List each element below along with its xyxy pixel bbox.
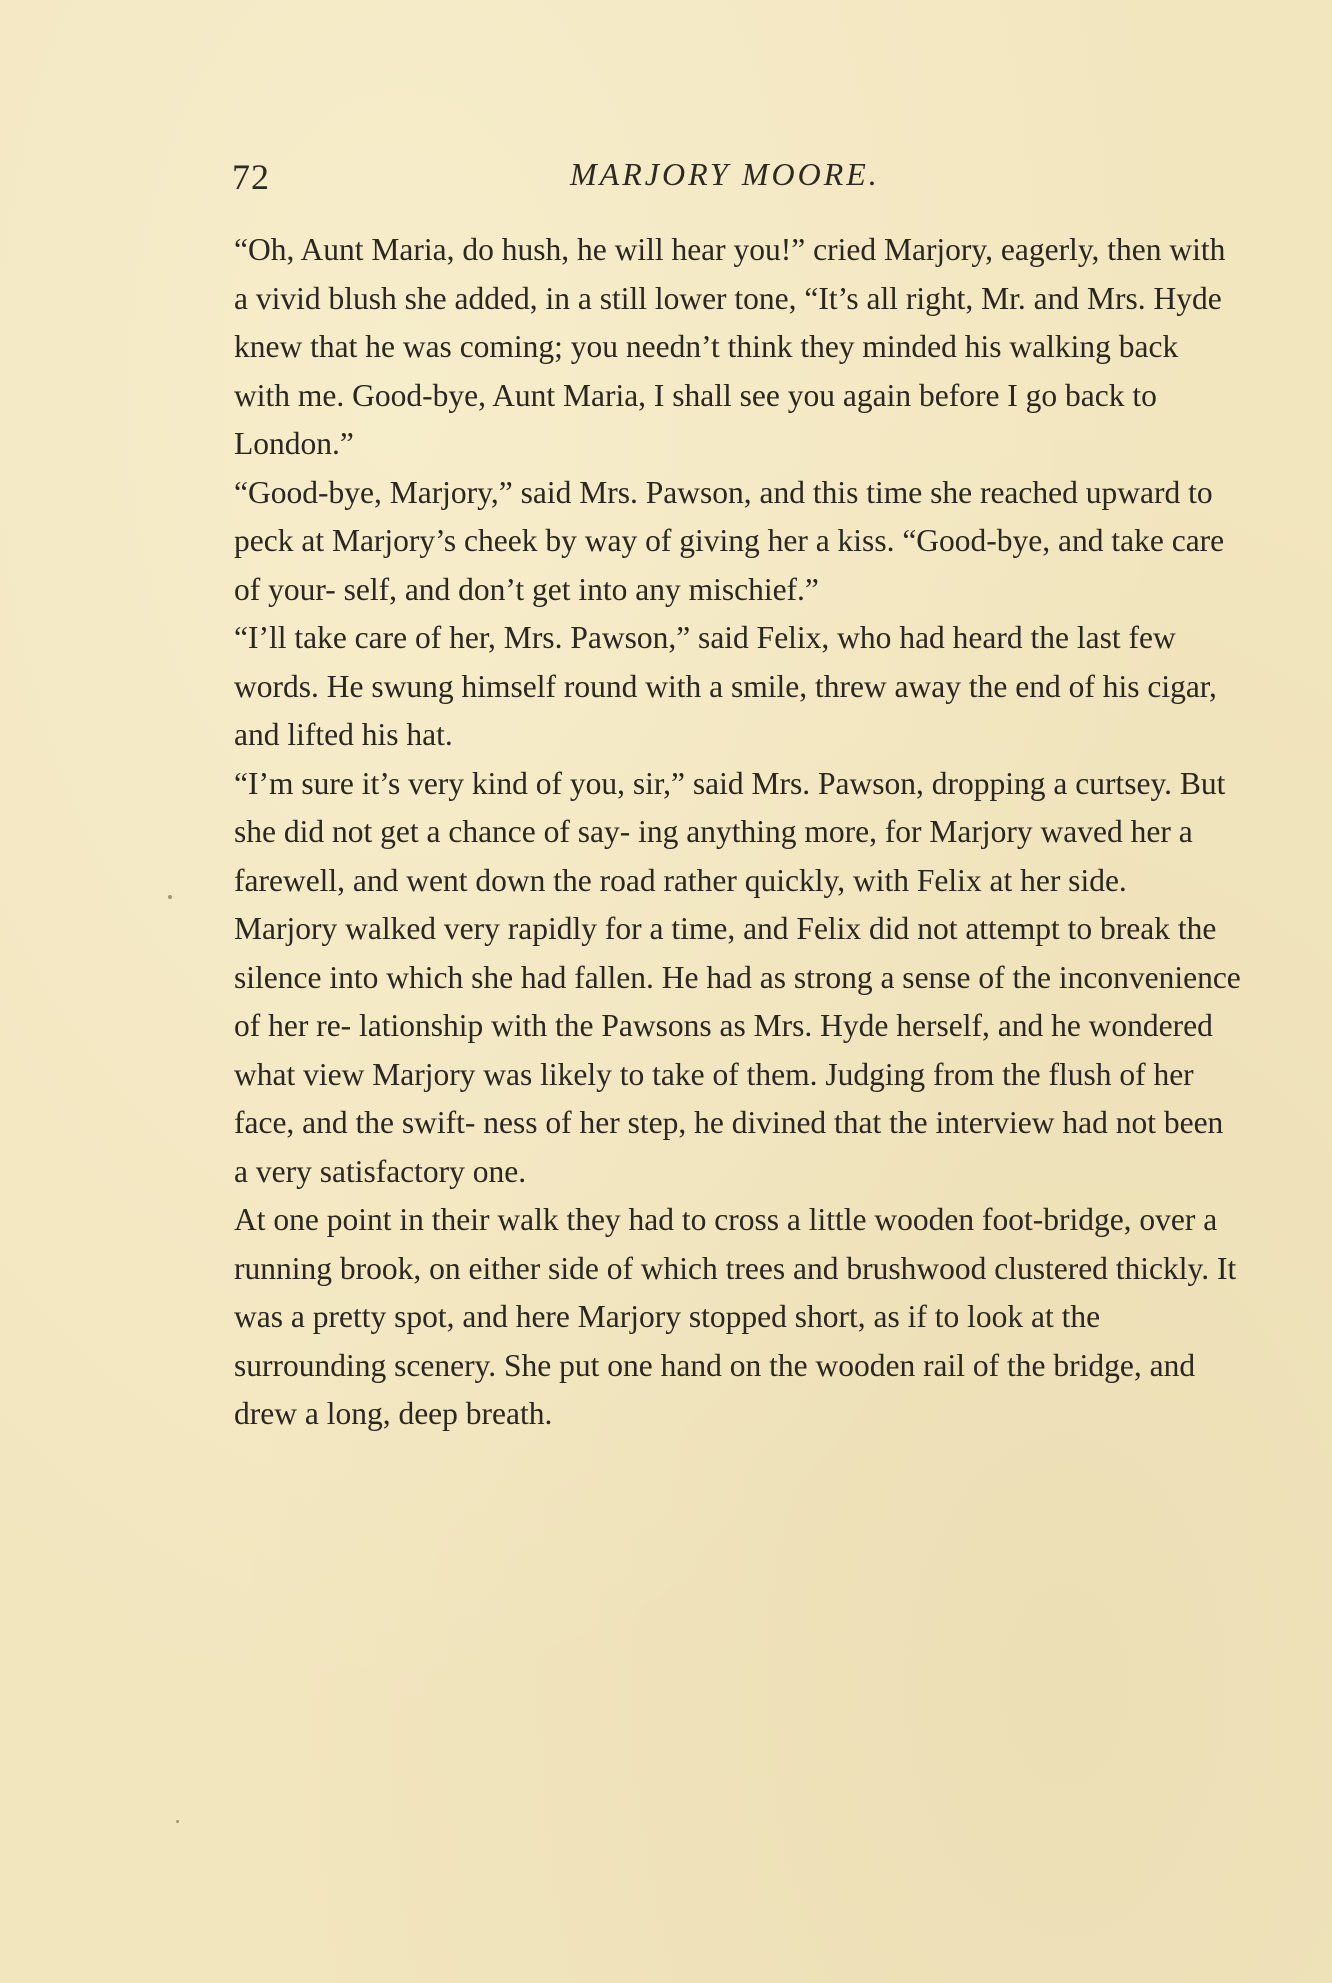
paper-speck — [176, 1820, 179, 1823]
text-line: of giving her a kiss. “Good-bye, and take care of your- — [234, 523, 1225, 607]
text-line: had heard the last few words. He swung himself round — [234, 620, 1176, 704]
text-line: still lower tone, “It’s all right, Mr. and Mrs. Hyde knew — [234, 280, 1222, 364]
text-line: ing anything more, for Marjory waved her a farewell, and — [234, 814, 1193, 898]
text-line: she reached upward to peck at Marjory’s cheek by way — [234, 474, 1213, 558]
paragraph-5 — [234, 905, 1242, 1196]
text-line: been a very satisfactory one. — [234, 1105, 1224, 1189]
page-number: 72 — [232, 157, 270, 197]
text-line: of which trees and brushwood clustered thickly. It was — [234, 1250, 1237, 1334]
text-line: dropping a curtsey. But she did not get a chance of say- — [234, 765, 1226, 849]
text-line: with a smile, threw away the end of his cigar, and lifted — [234, 668, 1217, 752]
paper-speck — [168, 895, 172, 899]
text-line: the wooden rail of the bridge, and drew a long, deep — [234, 1347, 1196, 1431]
running-title: MARJORY MOORE. — [570, 156, 880, 192]
text-line: He had as strong a sense of the inconvenience of her re- — [234, 959, 1241, 1043]
paragraph-2 — [234, 469, 1242, 615]
text-line: he wondered what view Marjory was likely to take of — [234, 1008, 1213, 1092]
text-line: not attempt to break the silence into which she had fallen. — [234, 911, 1217, 995]
text-line: wooden foot-bridge, over a running brook, on either side — [234, 1202, 1218, 1286]
text-line: “I’ll take care of her, Mrs. Pawson,” said Felix, who — [234, 620, 892, 655]
text-line: Marjory walked very rapidly for a time, and Felix did — [234, 911, 910, 946]
text-line: “Good-bye, Marjory,” said Mrs. Pawson, and this time — [234, 474, 923, 510]
text-line: went down the road rather quickly, with Felix at her side. — [406, 862, 1127, 898]
text-line: breath. — [465, 1396, 553, 1431]
text-line: “Oh, Aunt Maria, do hush, he will hear you!” cried — [234, 232, 877, 267]
text-line: them. Judging from the flush of her face, and the swift- — [234, 1056, 1194, 1140]
text-line: a pretty spot, and here Marjory stopped short, as if to — [290, 1299, 960, 1334]
running-head — [232, 150, 1242, 210]
text-line: At one point in their walk they had to cross a little — [234, 1202, 867, 1237]
text-line: look at the surrounding scenery. She put one hand on — [234, 1299, 1101, 1383]
text-line: “I’m sure it’s very kind of you, sir,” said Mrs. Pawson, — [234, 765, 924, 801]
paragraph-3 — [234, 614, 1242, 760]
text-line: walking back with me. Good-bye, Aunt Maria, I shall — [234, 329, 1179, 413]
body-text — [234, 226, 1242, 1439]
paragraph-1 — [234, 226, 1242, 469]
paragraph-4 — [234, 760, 1242, 906]
paragraph-6 — [234, 1196, 1242, 1439]
text-line: that he was coming; you needn’t think they minded his — [310, 329, 1002, 364]
text-line: self, and don’t get into any mischief.” — [343, 571, 819, 607]
text-line: see you again before I go back to London.” — [234, 377, 1157, 461]
text-line: ness of her step, he divined that the interview had not — [483, 1105, 1156, 1140]
text-line: his hat. — [361, 717, 453, 752]
text-line: Marjory, eagerly, then with a vivid blush she added, in a — [234, 232, 1226, 316]
text-line: lationship with the Pawsons as Mrs. Hyde herself, and — [359, 1008, 1044, 1043]
